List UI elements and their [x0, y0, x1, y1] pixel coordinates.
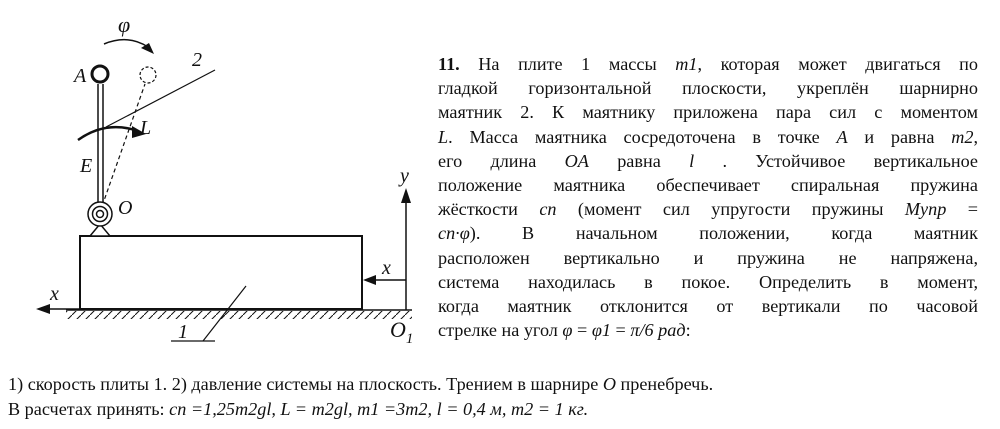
plate-1 [80, 236, 362, 309]
text-line [438, 52, 978, 76]
x-axis-left-arrowhead [36, 304, 50, 314]
label-o: O [118, 197, 133, 219]
text-segment: M [904, 199, 921, 220]
text-segment: , [973, 126, 978, 147]
text-segment: A [836, 126, 848, 147]
label-o1-base: O [390, 317, 406, 342]
label-o1 [390, 317, 413, 347]
text-line [438, 197, 978, 221]
pivot-o [97, 211, 104, 218]
text-segment: положение маятника обеспечивает спиральная пружина [438, 175, 978, 196]
label-e: E [80, 155, 93, 177]
text-segment: m [675, 54, 689, 74]
text-line [438, 294, 978, 318]
text-segment: В расчетах принять: [8, 399, 170, 419]
text-segment: c [438, 223, 447, 244]
text-line [438, 100, 978, 124]
text-segment: равна [588, 150, 690, 171]
text-segment: его длина [438, 150, 565, 171]
text-segment: 2 [524, 399, 534, 419]
text-segment: ·φ [455, 223, 470, 244]
text-segment: = 0,4 м, [441, 399, 511, 419]
text-segment: ). В начальном положении, когда маятник [469, 223, 978, 244]
text-segment: π/6 рад [630, 320, 686, 341]
text-segment: гладкой горизонтальной плоскости, укреплён шарнирно [438, 78, 978, 99]
text-line [438, 76, 978, 100]
text-segment: , которая может двигаться по [697, 54, 978, 74]
text-segment: расположен вертикально и пружина не напряжена, [438, 247, 978, 268]
text-segment: : [685, 320, 691, 341]
text-segment: m [405, 399, 419, 419]
pendulum-deflected [100, 84, 145, 212]
text-line [438, 246, 978, 270]
label-a: A [74, 65, 87, 87]
moment-l-arc [78, 127, 138, 140]
problem-number: 11. [438, 54, 460, 74]
label-x-right: x [382, 257, 391, 279]
text-segment: п [177, 399, 187, 419]
text-segment: 2 [248, 399, 258, 419]
label-o1-sub: 1 [405, 331, 414, 347]
text-line [438, 318, 978, 342]
text-segment: c [539, 199, 548, 220]
text-segment: O [602, 374, 616, 394]
text-segment: На плите 1 массы [459, 54, 676, 74]
text-segment: пренебречь. [615, 374, 714, 394]
text-segment: = [611, 320, 631, 341]
x-dimension-arrowhead [363, 275, 376, 285]
text-segment: m [511, 399, 525, 419]
text-line [438, 221, 978, 245]
text-line [438, 149, 978, 173]
text-segment: gl, L = m [257, 399, 325, 419]
mechanics-figure [0, 0, 430, 370]
text-line [438, 173, 978, 197]
text-line [438, 270, 978, 294]
text-segment: = [946, 199, 979, 220]
text-segment: =3 [379, 399, 406, 419]
text-segment: упр [920, 199, 947, 220]
label-l: L [140, 117, 152, 139]
text-segment: п [446, 223, 456, 244]
label-x-left: x [50, 283, 59, 305]
phi-arc [104, 40, 148, 47]
text-segment: (момент сил упругости пружины [556, 199, 905, 220]
text-segment: система находилась в покое. Определить в момент, [438, 271, 978, 292]
text-line [438, 125, 978, 149]
text-segment: = [572, 320, 592, 341]
text-segment: gl, m [333, 399, 371, 419]
text-segment: п [547, 199, 557, 220]
text-segment: 1 [370, 399, 380, 419]
text-segment: c [169, 399, 178, 419]
text-segment: l [436, 399, 442, 419]
point-a-deflected [140, 67, 156, 83]
leader-2 [106, 70, 215, 127]
label-y: y [400, 165, 409, 187]
text-segment: 1 [688, 54, 698, 74]
text-segment: φ [562, 320, 573, 341]
label-1: 1 [178, 321, 188, 343]
text-segment: φ [591, 320, 602, 341]
text-segment: . Устойчивое вертикальное [694, 150, 979, 171]
text-segment: жёсткости [438, 199, 540, 220]
text-segment: OA [564, 150, 589, 171]
text-line [8, 397, 993, 422]
problem-tasks [8, 372, 993, 422]
problem-text [438, 52, 978, 342]
text-segment: маятник 2. К маятнику приложена пара сил с моментом [438, 102, 978, 123]
text-segment: = 1 кг. [533, 399, 589, 419]
text-segment: . Масса маятника сосредоточена в точке [448, 126, 837, 147]
ground-hatch [66, 311, 412, 319]
text-segment: 1 [601, 320, 611, 341]
text-segment: m [235, 399, 249, 419]
text-segment: когда маятник отклонится от вертикали по часовой [438, 296, 978, 317]
label-2: 2 [192, 49, 202, 71]
text-segment: 1) скорость плиты 1. 2) давление системы на плоскость. Трением в шарнире [8, 374, 603, 394]
text-segment: =1,25 [186, 399, 235, 419]
text-segment: 2 [964, 126, 974, 147]
point-a [92, 66, 108, 82]
text-segment: и равна [847, 126, 952, 147]
y-axis-arrowhead [401, 188, 411, 203]
text-segment: стрелке на угол [438, 320, 563, 341]
text-segment: l [689, 150, 695, 171]
text-segment: 2 [324, 399, 334, 419]
label-phi: φ [118, 12, 131, 37]
text-segment: L [438, 126, 449, 147]
text-segment: 2 [418, 399, 428, 419]
text-segment: m [951, 126, 965, 147]
text-line [8, 372, 993, 397]
text-segment: , [427, 399, 437, 419]
